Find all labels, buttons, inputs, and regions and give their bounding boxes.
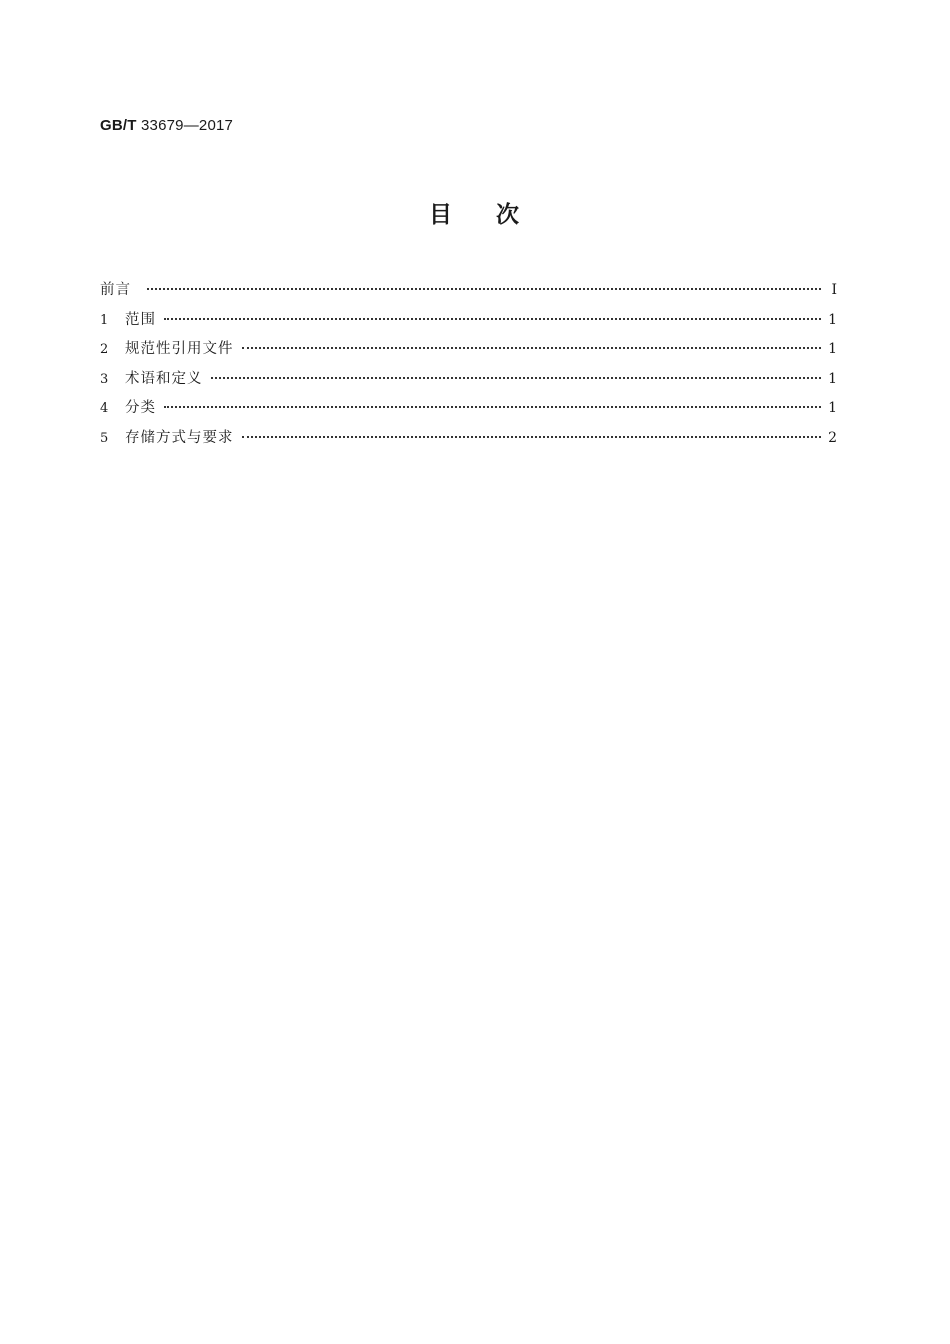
toc-title bbox=[0, 196, 950, 229]
toc-item-text: 分类 bbox=[125, 400, 156, 416]
toc-item-page: 1 bbox=[828, 311, 837, 328]
toc-title-part1: 目 bbox=[429, 202, 454, 228]
toc-item-text: 范围 bbox=[125, 311, 156, 328]
toc-item-terms-definitions[interactable] bbox=[100, 365, 837, 395]
toc-leader bbox=[164, 406, 821, 408]
toc-item-text: 术语和定义 bbox=[125, 370, 203, 387]
toc-item-number: 1 bbox=[100, 312, 109, 328]
toc-item-storage-requirements[interactable] bbox=[100, 424, 837, 454]
standard-code bbox=[100, 117, 233, 134]
toc-item-text: 前言 bbox=[100, 282, 131, 298]
toc-title-part2: 次 bbox=[496, 202, 521, 228]
toc-item-number: 3 bbox=[100, 371, 109, 387]
toc-item-number: 4 bbox=[100, 401, 109, 416]
toc-item-scope[interactable] bbox=[100, 306, 837, 336]
toc-item-page: 1 bbox=[828, 370, 837, 387]
toc-item-text: 存储方式与要求 bbox=[125, 429, 234, 446]
toc-item-page: 1 bbox=[828, 400, 837, 416]
toc-item-number: 5 bbox=[100, 430, 109, 446]
toc-item-classification[interactable] bbox=[100, 394, 837, 424]
toc-item-text: 规范性引用文件 bbox=[125, 341, 234, 357]
toc-item-page: 2 bbox=[828, 429, 837, 446]
toc-leader bbox=[164, 318, 821, 320]
standard-number: 33679—2017 bbox=[141, 117, 234, 134]
toc-item-page: Ⅰ bbox=[831, 282, 837, 298]
toc-item-foreword[interactable] bbox=[100, 276, 837, 306]
toc-leader bbox=[242, 347, 822, 349]
toc-leader bbox=[242, 436, 822, 438]
toc-item-page: 1 bbox=[828, 341, 837, 357]
toc-item-number: 2 bbox=[100, 342, 109, 357]
toc-leader bbox=[211, 377, 822, 379]
toc-list bbox=[100, 276, 837, 453]
toc-item-normative-references[interactable] bbox=[100, 335, 837, 365]
toc-leader bbox=[147, 288, 821, 290]
standard-prefix: GB/T bbox=[100, 117, 137, 134]
